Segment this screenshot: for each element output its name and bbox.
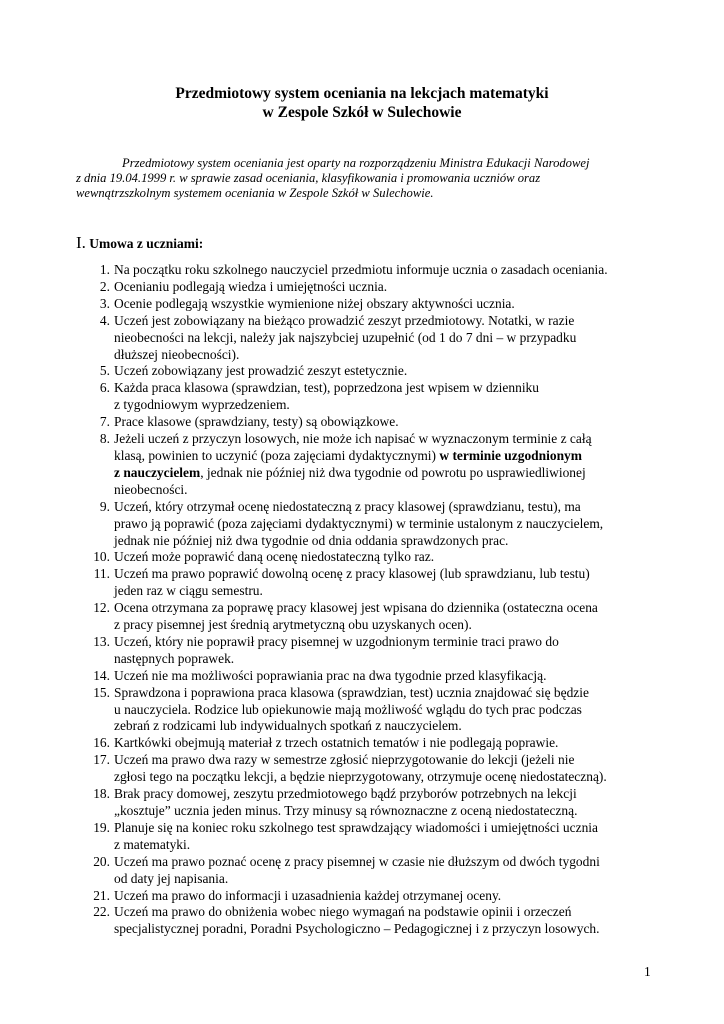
list-item-number: 16 . bbox=[76, 735, 110, 752]
list-item-number: 22 . bbox=[76, 904, 110, 921]
list-item bbox=[76, 854, 656, 888]
title-line-1: Przedmiotowy system oceniania na lekcjach matematyki bbox=[175, 85, 549, 102]
list-item bbox=[76, 786, 656, 820]
list-item bbox=[76, 296, 656, 313]
list-item bbox=[76, 600, 656, 634]
list-item-text bbox=[112, 549, 656, 566]
list-item-line: Sprawdzona i poprawiona praca klasowa (sprawdzian, test) ucznia znajdować się będzie bbox=[114, 684, 589, 700]
list-item-text bbox=[112, 820, 656, 854]
emphasis-text: w terminie uzgodnionym bbox=[439, 447, 582, 463]
list-item-line: , jednak nie później niż dwa tygodnie od powrotu po usprawiedliwionej bbox=[200, 464, 586, 480]
list-item-line: zgłosi tego na początku lekcji, a będzie nieprzygotowany, otrzymuje ocenę niedostateczną). bbox=[114, 769, 607, 785]
document-title bbox=[0, 84, 724, 122]
list-item-line: Ocenianiu podlegają wiedza i umiejętności ucznia. bbox=[114, 278, 388, 294]
list-item-text bbox=[112, 296, 656, 313]
list-item-text bbox=[112, 431, 656, 499]
list-item-number: 15 . bbox=[76, 685, 110, 702]
list-item-line: Uczeń ma prawo poprawić dowolną ocenę z pracy klasowej (lub sprawdzianu, lub testu) bbox=[114, 566, 590, 582]
list-item-line: Brak pracy domowej, zeszytu przedmiotowego bądź przyborów potrzebnych na lekcji bbox=[114, 786, 577, 802]
list-item-number: 13 . bbox=[76, 634, 110, 651]
list-item bbox=[76, 752, 656, 786]
list-item bbox=[76, 634, 656, 668]
intro-line-1: Przedmiotowy system oceniania jest oparty na rozporządzeniu Ministra Edukacji Narodowej bbox=[122, 156, 590, 170]
list-item-line bbox=[114, 448, 656, 465]
list-item-number: 6 . bbox=[76, 380, 110, 397]
list-item-line: Każda praca klasowa (sprawdzian, test), poprzedzona jest wpisem w dzienniku bbox=[114, 380, 539, 396]
list-item bbox=[76, 735, 656, 752]
list-item-line: Prace klasowe (sprawdziany, testy) są obowiązkowe. bbox=[114, 414, 399, 430]
list-item-line: prawo ją poprawić (poza zajęciami dydaktycznymi) w terminie ustalonym z nauczycielem, bbox=[114, 515, 604, 531]
list-item bbox=[76, 566, 656, 600]
list-item-text bbox=[112, 600, 656, 634]
list-item-line: Na początku roku szkolnego nauczyciel przedmiotu informuje ucznia o zasadach oceniania. bbox=[114, 262, 608, 277]
list-item-text bbox=[112, 634, 656, 668]
list-item-line: Uczeń jest zobowiązany na bieżąco prowadzić zeszyt przedmiotowy. Notatki, w razie bbox=[114, 312, 575, 328]
list-item-number: 19 . bbox=[76, 820, 110, 837]
list-item-line: Uczeń ma prawo do informacji i uzasadnienia każdej otrzymanej oceny. bbox=[114, 887, 502, 903]
list-item-text bbox=[112, 786, 656, 820]
intro-line-3: wewnątrzszkolnym systemem oceniania w Zespole Szkół w Sulechowie. bbox=[76, 186, 434, 200]
list-item-number: 8 . bbox=[76, 431, 110, 448]
list-item-line: z matematyki. bbox=[114, 836, 191, 852]
list-item bbox=[76, 262, 656, 279]
list-item-line: następnych poprawek. bbox=[114, 650, 235, 666]
list-item-line: jeden raz w ciągu semestru. bbox=[114, 583, 263, 599]
section-title: Umowa z uczniami: bbox=[89, 236, 204, 251]
list-item-text bbox=[112, 752, 656, 786]
list-item-line bbox=[114, 465, 656, 482]
list-item-line: zebrań z rodzicami lub indywidualnych spotkań z nauczycielem. bbox=[114, 718, 462, 734]
list-item-text bbox=[112, 363, 656, 380]
list-item bbox=[76, 685, 656, 736]
list-item bbox=[76, 431, 656, 499]
list-item-text bbox=[112, 499, 656, 550]
list-item-text bbox=[112, 566, 656, 600]
list-item-text bbox=[112, 685, 656, 736]
list-item bbox=[76, 888, 656, 905]
list-item-line: nieobecności. bbox=[114, 481, 188, 497]
list-item-number: 1 . bbox=[76, 262, 110, 279]
list-item-line: Uczeń może poprawić daną ocenę niedostateczną tylko raz. bbox=[114, 549, 435, 565]
list-item bbox=[76, 414, 656, 431]
list-item-line: Jeżeli uczeń z przyczyn losowych, nie może ich napisać w wyznaczonym terminie z całą bbox=[114, 431, 592, 447]
list-item-line: Uczeń nie ma możliwości poprawiania prac na dwa tygodnie przed klasyfikacją. bbox=[114, 667, 547, 683]
list-item bbox=[76, 363, 656, 380]
list-item bbox=[76, 904, 656, 938]
list-item-text bbox=[112, 854, 656, 888]
list-item-line: Uczeń ma prawo dwa razy w semestrze zgłosić nieprzygotowanie do lekcji (jeżeli nie bbox=[114, 752, 575, 768]
emphasis-text: z nauczycielem bbox=[114, 464, 201, 480]
list-item bbox=[76, 549, 656, 566]
rules-list bbox=[76, 262, 656, 938]
list-item-number: 4 . bbox=[76, 313, 110, 330]
list-item-number: 7 . bbox=[76, 414, 110, 431]
list-item-line: nieobecności na lekcji, należy jak najszybciej uzupełnić (od 1 do 7 dni – w przypadku bbox=[114, 329, 577, 345]
intro-paragraph bbox=[76, 156, 656, 201]
list-item-line: z tygodniowym wyprzedzeniem. bbox=[114, 397, 290, 413]
page-number: 1 bbox=[644, 964, 651, 979]
list-item-text bbox=[112, 414, 656, 431]
intro-line-2: z dnia 19.04.1999 r. w sprawie zasad oceniania, klasyfikowania i promowania uczniów oraz bbox=[76, 171, 541, 185]
list-item-number: 3 . bbox=[76, 296, 110, 313]
list-item-text bbox=[112, 735, 656, 752]
list-item-text bbox=[112, 279, 656, 296]
list-item-text bbox=[112, 668, 656, 685]
list-item-number: 20 . bbox=[76, 854, 110, 871]
list-item-line: „kosztuje” ucznia jeden minus. Trzy minusy są równoznaczne z oceną niedostateczną. bbox=[114, 803, 578, 818]
list-item-number: 12 . bbox=[76, 600, 110, 617]
list-item bbox=[76, 668, 656, 685]
list-item-line: Kartkówki obejmują materiał z trzech ostatnich tematów i nie podlegają poprawie. bbox=[114, 735, 559, 751]
list-item-number: 10 . bbox=[76, 549, 110, 566]
list-item-line: Uczeń, który otrzymał ocenę niedostateczną z pracy klasowej (sprawdzianu, testu), ma bbox=[114, 498, 581, 514]
list-item-line: Uczeń zobowiązany jest prowadzić zeszyt estetycznie. bbox=[114, 363, 408, 379]
list-item bbox=[76, 820, 656, 854]
section-heading bbox=[76, 234, 656, 253]
list-item bbox=[76, 279, 656, 296]
list-item-text bbox=[112, 313, 656, 364]
list-item-number: 18 . bbox=[76, 786, 110, 803]
list-item-number: 17 . bbox=[76, 752, 110, 769]
list-item-line: Uczeń, który nie poprawił pracy pisemnej w uzgodnionym terminie traci prawo do bbox=[114, 633, 559, 649]
list-item-line: Ocena otrzymana za poprawę pracy klasowej jest wpisana do dziennika (ostateczna ocena bbox=[114, 600, 598, 616]
list-item bbox=[76, 380, 656, 414]
list-item-line: Planuje się na koniec roku szkolnego test sprawdzający wiadomości i umiejętności ucznia bbox=[114, 819, 598, 835]
list-item-number: 14 . bbox=[76, 668, 110, 685]
list-item bbox=[76, 313, 656, 364]
list-item-line: jednak nie później niż dwa tygodnie od dnia oddania sprawdzonych prac. bbox=[114, 532, 509, 548]
title-line-2: w Zespole Szkół w Sulechowie bbox=[262, 104, 462, 121]
list-item-number: 2 . bbox=[76, 279, 110, 296]
list-item-number: 9 . bbox=[76, 499, 110, 516]
section-roman-numeral: I. bbox=[76, 233, 86, 252]
list-item-line: od daty jej napisania. bbox=[114, 870, 229, 886]
list-item-line: Uczeń ma prawo poznać ocenę z pracy pisemnej w czasie nie dłuższym od dwóch tygodni bbox=[114, 853, 600, 869]
list-item-text bbox=[112, 888, 656, 905]
list-item-line: klasą, powinien to uczynić (poza zajęciami dydaktycznymi) bbox=[114, 447, 440, 463]
list-item-line: z pracy pisemnej jest średnią arytmetyczną obu uzyskanych ocen). bbox=[114, 617, 472, 633]
list-item-number: 5 . bbox=[76, 363, 110, 380]
list-item-text bbox=[112, 904, 656, 938]
list-item-line: u nauczyciela. Rodzice lub opiekunowie mają możliwość wglądu do tych prac podczas bbox=[114, 701, 582, 717]
list-item-text bbox=[112, 380, 656, 414]
list-item-line: specjalistycznej poradni, Poradni Psychologiczno – Pedagogicznej i z przyczyn losowych. bbox=[114, 921, 600, 937]
list-item-number: 11 . bbox=[76, 566, 110, 583]
list-item-line: Uczeń ma prawo do obniżenia wobec niego wymagań na podstawie opinii i orzeczeń bbox=[114, 904, 572, 920]
list-item-line: Ocenie podlegają wszystkie wymienione niżej obszary aktywności ucznia. bbox=[114, 295, 515, 311]
list-item-text bbox=[112, 262, 656, 279]
list-item-line: dłuższej nieobecności). bbox=[114, 346, 240, 362]
list-item-number: 21 . bbox=[76, 888, 110, 905]
list-item bbox=[76, 499, 656, 550]
